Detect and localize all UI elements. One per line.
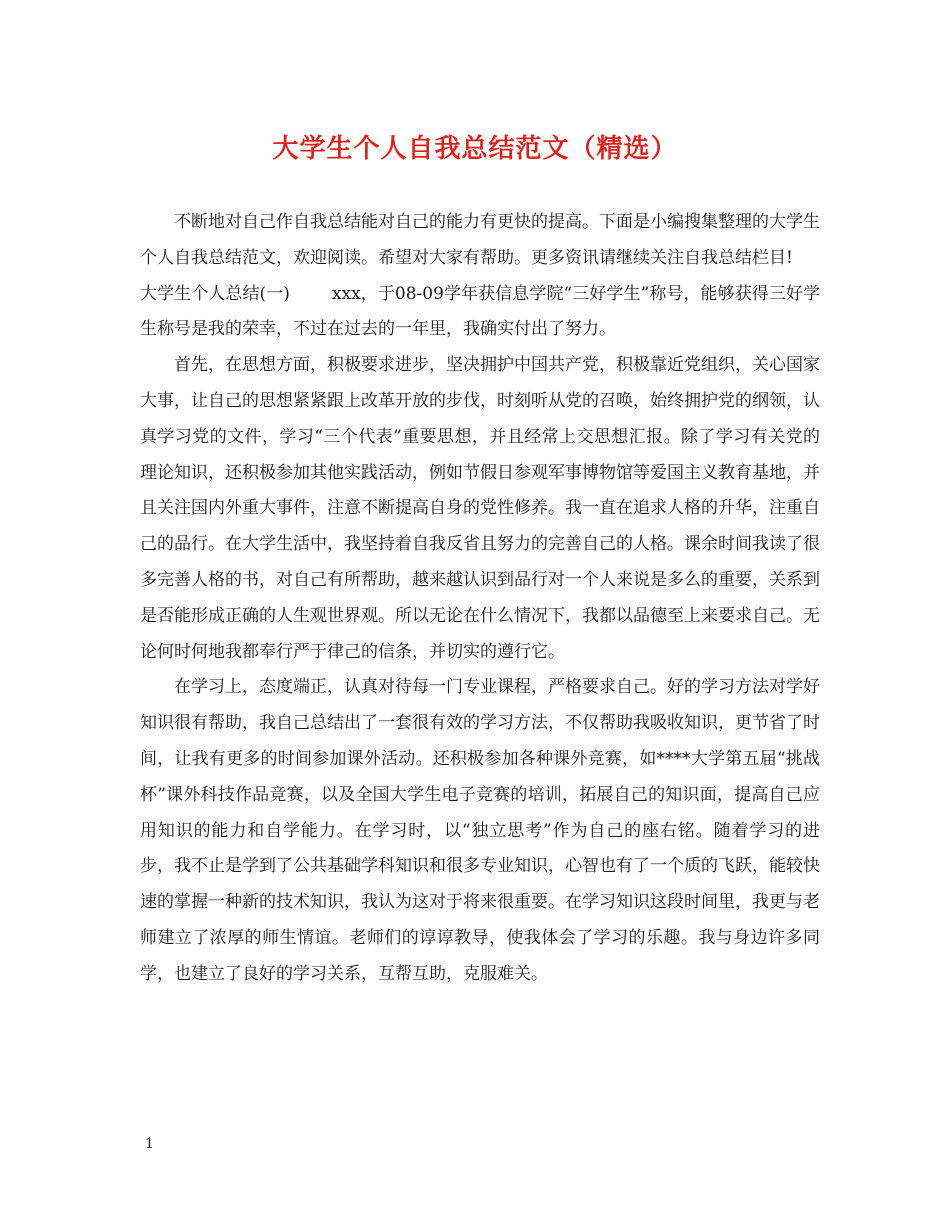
section-intro-text: xxx，于08-09学年获信息学院“三好学生”称号，能够获得三好学生称号是我的荣幸，不过在过去的一年里，我确实付出了努力。 [140, 283, 821, 340]
study-paragraph: 在学习上，态度端正，认真对待每一门专业课程，严格要求自己。好的学习方法对学好知识很有帮助，我自己总结出了一套很有效的学习方法，不仅帮助我吸收知识，更节省了时间，让我有更多的时间参加课外活动。还积极参加各种课外竞赛，如****大学第五届“挑战杯”课外科技作品竞赛，以及全国大学生电子竞赛的培训，拓展自己的知识面，提高自己应用知识的能力和自学能力。在学习时，以“独立思考”作为自己的座右铭。随着学习的进步，我不止是学到了公共基础学科知识和很多专业知识，心智也有了一个质的飞跃，能较快速的掌握一种新的技术知识，我认为这对于将来很重要。在学习知识这段时间里，我更与老师建立了浓厚的师生情谊。老师们的谆谆教导，使我体会了学习的乐趣。我与身边许多同学，也建立了良好的学习关系，互帮互助，克服难关。 [140, 677, 820, 984]
ideology-paragraph: 首先，在思想方面，积极要求进步，坚决拥护中国共产党，积极靠近党组织，关心国家大事，让自己的思想紧紧跟上改革开放的步伐，时刻听从党的召唤，始终拥护党的纲领，认真学习党的文件，学习“三个代表”重要思想，并且经常上交思想汇报。除了学习有关党的理论知识，还积极参加其他实践活动，例如节假日参观军事博物馆等爱国主义教育基地，并且关注国内外重大事件，注意不断提高自身的党性修养。我一直在追求人格的升华，注重自己的品行。在大学生活中，我坚持着自我反省且努力的完善自己的人格。课余时间我读了很多完善人格的书，对自己有所帮助，越来越认识到品行对一个人来说是多么的重要，关系到是否能形成正确的人生观世界观。所以无论在什么情况下，我都以品德至上来要求自己。无论何时何地我都奉行严于律己的信条，并切实的遵行它。 [140, 355, 820, 662]
page-number: 1 [145, 1136, 154, 1152]
intro-paragraph: 不断地对自己作自我总结能对自己的能力有更快的提高。下面是小编搜集整理的大学生个人自我总结范文，欢迎阅读。希望对大家有帮助。更多资讯请继续关注自我总结栏目! [140, 212, 820, 268]
section-heading: 大学生个人总结(一) [140, 283, 290, 304]
section-paragraph [140, 277, 820, 349]
document-body [140, 205, 820, 993]
document-title: 大学生个人自我总结范文（精选） [272, 134, 678, 164]
